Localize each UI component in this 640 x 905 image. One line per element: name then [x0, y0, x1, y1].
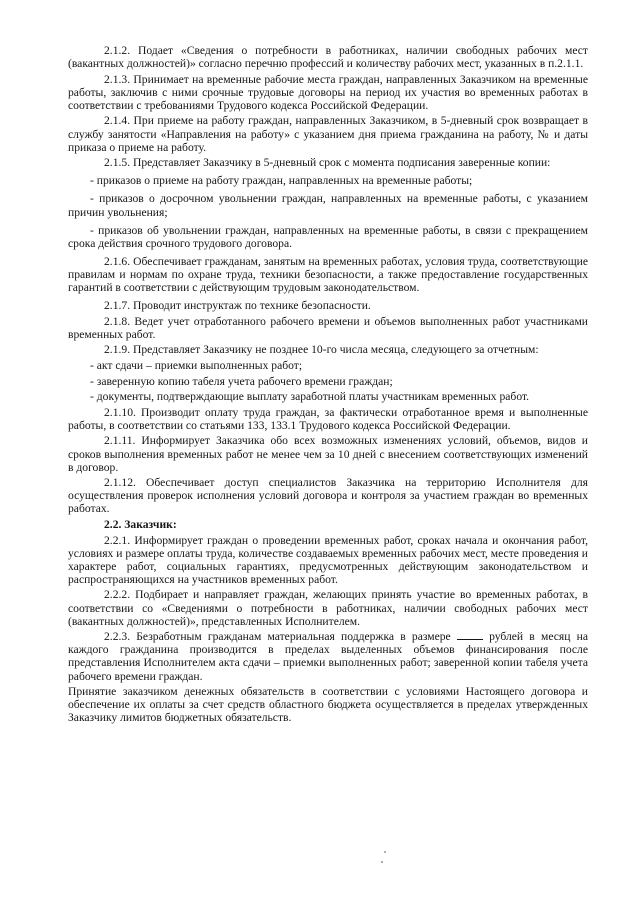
paragraph-2-2-3-end: рублей в месяц на каждого гражданина производится в пределах выделенных объемов финансирования после представления Исполнителем акта сдачи – приемки выполненных работ; заверенной копии табеля учета рабочего времени граждан.	[68, 630, 588, 683]
list-item-payment-docs: - документы, подтверждающие выплату заработной платы участникам временных работ.	[90, 390, 530, 404]
paragraph-2-1-9: 2.1.9. Представляет Заказчику не позднее 10-го числа месяца, следующего за отчетным:	[104, 343, 539, 357]
section-heading-customer: 2.2. Заказчик:	[104, 518, 177, 531]
paragraph-final: Принятие заказчиком денежных обязательств в соответствии с условиями Настоящего договора и обеспечение их оплаты за счет средств областного бюджета осуществляется в пределах утвержденных Заказчику лимитов бюджетных обязательств.	[68, 685, 588, 725]
scan-speck	[381, 861, 383, 863]
paragraph-2-1-2: 2.1.2. Подает «Сведения о потребности в работниках, наличии свободных рабочих мест (вакантных должностей)» согласно перечню профессий и количеству рабочих мест, указанных в п.2.1.1.	[68, 44, 588, 71]
list-item-order-dismissal: - приказов об увольнении граждан, направленных на временные работы, в связи с прекращением срока действия срочного трудового договора.	[68, 223, 588, 250]
paragraph-2-1-11: 2.1.11. Информирует Заказчика обо всех возможных изменениях условий, объемов, видов и сроков выполнения временных работ не менее чем за 10 дней с внесением соответствующих изменений в договор.	[68, 434, 588, 474]
paragraph-2-1-10: 2.1.10. Производит оплату труда граждан, за фактически отработанное время и выполненные работы, в соответствии со статьями 133, 133.1 Трудового кодекса Российской Федерации.	[68, 405, 588, 432]
list-item-act: - акт сдачи – приемки выполненных работ;	[90, 358, 303, 372]
paragraph-2-2-1: 2.2.1. Информирует граждан о проведении временных работ, сроках начала и окончания работ, условиях и размере оплаты труда, количестве создаваемых временных рабочих мест, месте проведения и характере работ, социальных гарантиях, предусмотренных действующим законодательством и распространяющихся на участников временных работ.	[68, 533, 588, 586]
paragraph-2-1-5: 2.1.5. Представляет Заказчику в 5-дневный срок с момента подписания заверенные копии:	[104, 156, 551, 170]
list-item-order-hire: - приказов о приеме на работу граждан, направленных на временные работы;	[90, 174, 473, 188]
paragraph-2-1-3: 2.1.3. Принимает на временные рабочие места граждан, направленных Заказчиком на временные работы, заключив с ними срочные трудовые договоры на период их участия во временных работах в соответствии с требованиями Трудового кодекса Российской Федерации.	[68, 72, 588, 112]
list-item-order-early-dismissal: - приказов о досрочном увольнении граждан, направленных на временные работы, с указанием причин увольнения;	[68, 192, 588, 219]
paragraph-2-2-2: 2.2.2. Подбирает и направляет граждан, желающих принять участие во временных работах, в соответствии со «Сведениями о потребности в работниках, наличии свободных рабочих мест (вакантных должностей)», представленных Исполнителем.	[68, 588, 588, 628]
paragraph-2-1-8: 2.1.8. Ведет учет отработанного рабочего времени и объемов выполненных работ участниками временных работ.	[68, 314, 588, 341]
paragraph-2-1-12: 2.1.12. Обеспечивает доступ специалистов Заказчика на территорию Исполнителя для осуществления проверок исполнения условий договора и контроля за участием граждан во временных работах.	[68, 476, 588, 516]
paragraph-2-2-3	[68, 630, 588, 682]
amount-blank	[457, 630, 483, 640]
document-page	[68, 44, 588, 727]
scan-speck	[384, 851, 386, 853]
paragraph-2-2-3-start: 2.2.3. Безработным гражданам материальная поддержка в размере	[104, 630, 457, 644]
paragraph-2-1-6: 2.1.6. Обеспечивает гражданам, занятым на временных работах, условия труда, соответствующие правилам и нормам по охране труда, техники безопасности, а также предоставление государственных гарантий в соответствии с действующим трудовым законодательством.	[68, 254, 588, 294]
list-item-timesheet: - заверенную копию табеля учета рабочего времени граждан;	[90, 374, 393, 388]
paragraph-2-1-4: 2.1.4. При приеме на работу граждан, направленных Заказчиком, в 5-дневный срок возвращает в службу занятости «Направления на работу» с указанием дня приема гражданина на работу, № и даты приказа о приеме на работу.	[68, 114, 588, 154]
paragraph-2-1-7: 2.1.7. Проводит инструктаж по технике безопасности.	[104, 299, 371, 313]
